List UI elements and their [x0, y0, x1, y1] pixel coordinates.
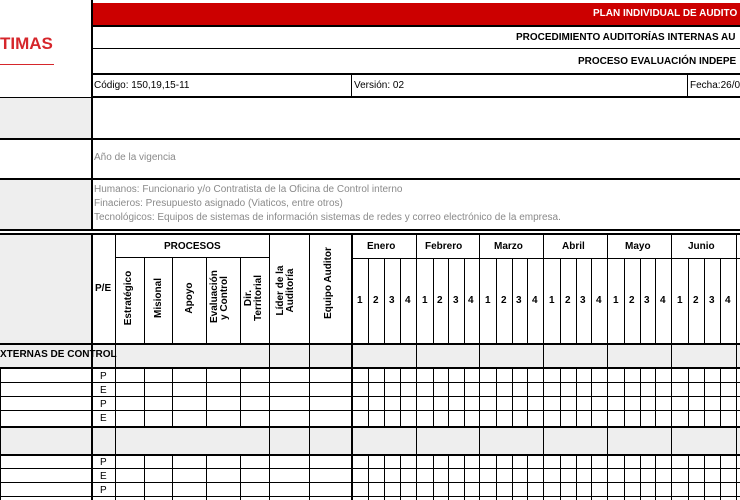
grid-hline [0, 229, 740, 231]
week-number: 4 [596, 295, 602, 306]
grid-vline [591, 258, 592, 343]
resources-row-band-left [0, 178, 91, 229]
grid-vline [655, 454, 656, 500]
grid-vline [400, 367, 401, 426]
table-top-border [0, 233, 740, 235]
week-number: 1 [677, 295, 683, 306]
grid-hline [91, 25, 740, 27]
week-number: 1 [357, 295, 363, 306]
grid-hline [0, 496, 740, 497]
pe-row-6: E [100, 471, 107, 482]
week-number: 3 [453, 295, 459, 306]
month-mayo: Mayo [625, 241, 651, 252]
grid-hline [0, 97, 740, 98]
week-number: 3 [389, 295, 395, 306]
process-col-misional: Misional [153, 278, 164, 319]
grid-vline [368, 258, 369, 343]
week-number: 4 [660, 295, 666, 306]
grid-vline [496, 454, 497, 500]
pe-row-5: P [100, 457, 107, 468]
grid-vline [624, 454, 625, 500]
week-number: 2 [437, 295, 443, 306]
grid-vline [640, 367, 641, 426]
grid-hline [0, 396, 740, 397]
grid-vline [704, 258, 705, 343]
grid-vline [448, 454, 449, 500]
grid-vline [496, 367, 497, 426]
grid-hline [0, 382, 740, 383]
info-left-border [91, 97, 93, 229]
grid-vline [640, 258, 641, 343]
logo-underline [0, 64, 54, 65]
process-title: PROCESO EVALUACIÓN INDEPE [578, 56, 737, 67]
pe-header: P/E [95, 283, 112, 294]
grid-hline [115, 257, 269, 258]
grid-vline [400, 454, 401, 500]
grid-vline [172, 454, 173, 500]
week-number: 1 [549, 295, 555, 306]
grid-vline [512, 258, 513, 343]
grid-vline [433, 367, 434, 426]
grid-vline [368, 454, 369, 500]
grid-vline [720, 367, 721, 426]
grid-hline [0, 468, 740, 469]
grid-hline [0, 426, 740, 428]
resources-financieros: Finacieros: Presupuesto asignado (Viaticos, entre otros) [94, 198, 343, 209]
pe-row-7: P [100, 485, 107, 496]
company-logo: TIMAS [0, 34, 53, 53]
month-junio: Junio [688, 241, 715, 252]
grid-hline [0, 138, 740, 140]
month-marzo: Marzo [494, 241, 523, 252]
week-number: 1 [613, 295, 619, 306]
grid-vline [144, 257, 145, 343]
grid-vline [240, 257, 241, 343]
week-number: 4 [725, 295, 731, 306]
week-number: 1 [422, 295, 428, 306]
grid-vline [560, 258, 561, 343]
grid-vline [688, 258, 689, 343]
grid-hline [0, 482, 740, 483]
grid-vline [464, 258, 465, 343]
grid-vline [527, 367, 528, 426]
grid-vline [576, 367, 577, 426]
grid-vline [433, 454, 434, 500]
week-number: 2 [693, 295, 699, 306]
grid-vline [512, 454, 513, 500]
grid-vline [384, 367, 385, 426]
grid-vline [560, 454, 561, 500]
month-febrero: Febrero [425, 241, 463, 252]
grid-vline [687, 75, 688, 96]
pe-row-3: P [100, 399, 107, 410]
grid-vline [527, 258, 528, 343]
header-left-border [91, 0, 93, 98]
period-text: Año de la vigencia [94, 152, 176, 163]
grid-vline [655, 258, 656, 343]
grid-vline [512, 367, 513, 426]
grid-vline [576, 454, 577, 500]
grid-vline [144, 454, 145, 500]
group-band [0, 426, 740, 454]
month-abril: Abril [562, 241, 585, 252]
grid-hline [91, 48, 740, 49]
codigo-label: Código: 150,19,15-11 [94, 80, 190, 91]
grid-vline [591, 454, 592, 500]
grid-vline [704, 454, 705, 500]
week-number: 2 [501, 295, 507, 306]
week-number: 3 [516, 295, 522, 306]
process-col-evaluacion [210, 263, 230, 333]
week-number: 1 [485, 295, 491, 306]
grid-vline [464, 454, 465, 500]
grid-vline [640, 454, 641, 500]
week-number: 2 [373, 295, 379, 306]
grid-vline [704, 367, 705, 426]
process-col-apoyo: Apoyo [184, 282, 195, 314]
grid-hline [0, 367, 740, 369]
week-number: 4 [468, 295, 474, 306]
grid-vline [0, 367, 1, 500]
grid-vline [527, 454, 528, 500]
grid-hline [0, 178, 740, 180]
grid-vline [240, 367, 241, 426]
grid-hline [351, 258, 740, 259]
lider-header [276, 238, 296, 343]
section-label: XTERNAS DE CONTROL [0, 349, 117, 360]
process-col-dir-territorial-text: Dir. Territorial [243, 275, 264, 321]
grid-vline [688, 454, 689, 500]
grid-vline [400, 258, 401, 343]
processes-header: PROCESOS [164, 241, 221, 252]
fecha-label: Fecha:26/0 [690, 80, 740, 91]
week-number: 4 [405, 295, 411, 306]
table-header-bottom [0, 343, 740, 345]
grid-vline [206, 257, 207, 343]
week-number: 3 [580, 295, 586, 306]
week-number: 3 [644, 295, 650, 306]
procedure-title: PROCEDIMIENTO AUDITORÍAS INTERNAS AU [516, 32, 736, 43]
grid-vline [384, 258, 385, 343]
grid-vline [172, 257, 173, 343]
lider-header-text: Líder de la Auditoría [275, 265, 296, 316]
grid-vline [448, 258, 449, 343]
grid-vline [206, 367, 207, 426]
process-col-estrategico: Estratégico [123, 270, 134, 326]
resources-tecnologicos: Tecnológicos: Equipos de sistemas de información sistemas de redes y correo electrónico de la empresa. [94, 212, 561, 223]
grid-vline [560, 367, 561, 426]
objective-row-inner [91, 98, 740, 138]
resources-humanos: Humanos: Funcionario y/o Contratista de la Oficina de Control interno [94, 184, 403, 195]
week-number: 3 [709, 295, 715, 306]
grid-vline [464, 367, 465, 426]
table-header-band-left [0, 234, 91, 343]
grid-vline [624, 258, 625, 343]
grid-vline [720, 258, 721, 343]
grid-vline [144, 367, 145, 426]
plan-title: PLAN INDIVIDUAL DE AUDITO [593, 8, 738, 19]
grid-vline [384, 454, 385, 500]
week-number: 2 [629, 295, 635, 306]
version-label: Versión: 02 [354, 80, 405, 91]
grid-vline [448, 367, 449, 426]
week-number: 2 [565, 295, 571, 306]
grid-hline [0, 454, 740, 456]
equipo-header: Equipo Auditor [323, 247, 334, 319]
grid-vline [576, 258, 577, 343]
grid-vline [368, 367, 369, 426]
grid-hline [91, 73, 740, 75]
grid-vline [655, 367, 656, 426]
grid-vline [720, 454, 721, 500]
grid-vline [624, 367, 625, 426]
grid-vline [496, 258, 497, 343]
pe-row-2: E [100, 385, 107, 396]
grid-hline [0, 410, 740, 411]
grid-vline [351, 75, 352, 96]
grid-vline [172, 367, 173, 426]
process-col-dir-territorial [244, 263, 264, 333]
grid-vline [206, 454, 207, 500]
week-number: 4 [532, 295, 538, 306]
pe-row-1: P [100, 371, 107, 382]
grid-vline [688, 367, 689, 426]
pe-row-4: E [100, 413, 107, 424]
grid-vline [433, 258, 434, 343]
process-col-evaluacion-text: Evaluación y Control [209, 270, 230, 323]
grid-vline [591, 367, 592, 426]
month-enero: Enero [367, 241, 396, 252]
grid-vline [240, 454, 241, 500]
